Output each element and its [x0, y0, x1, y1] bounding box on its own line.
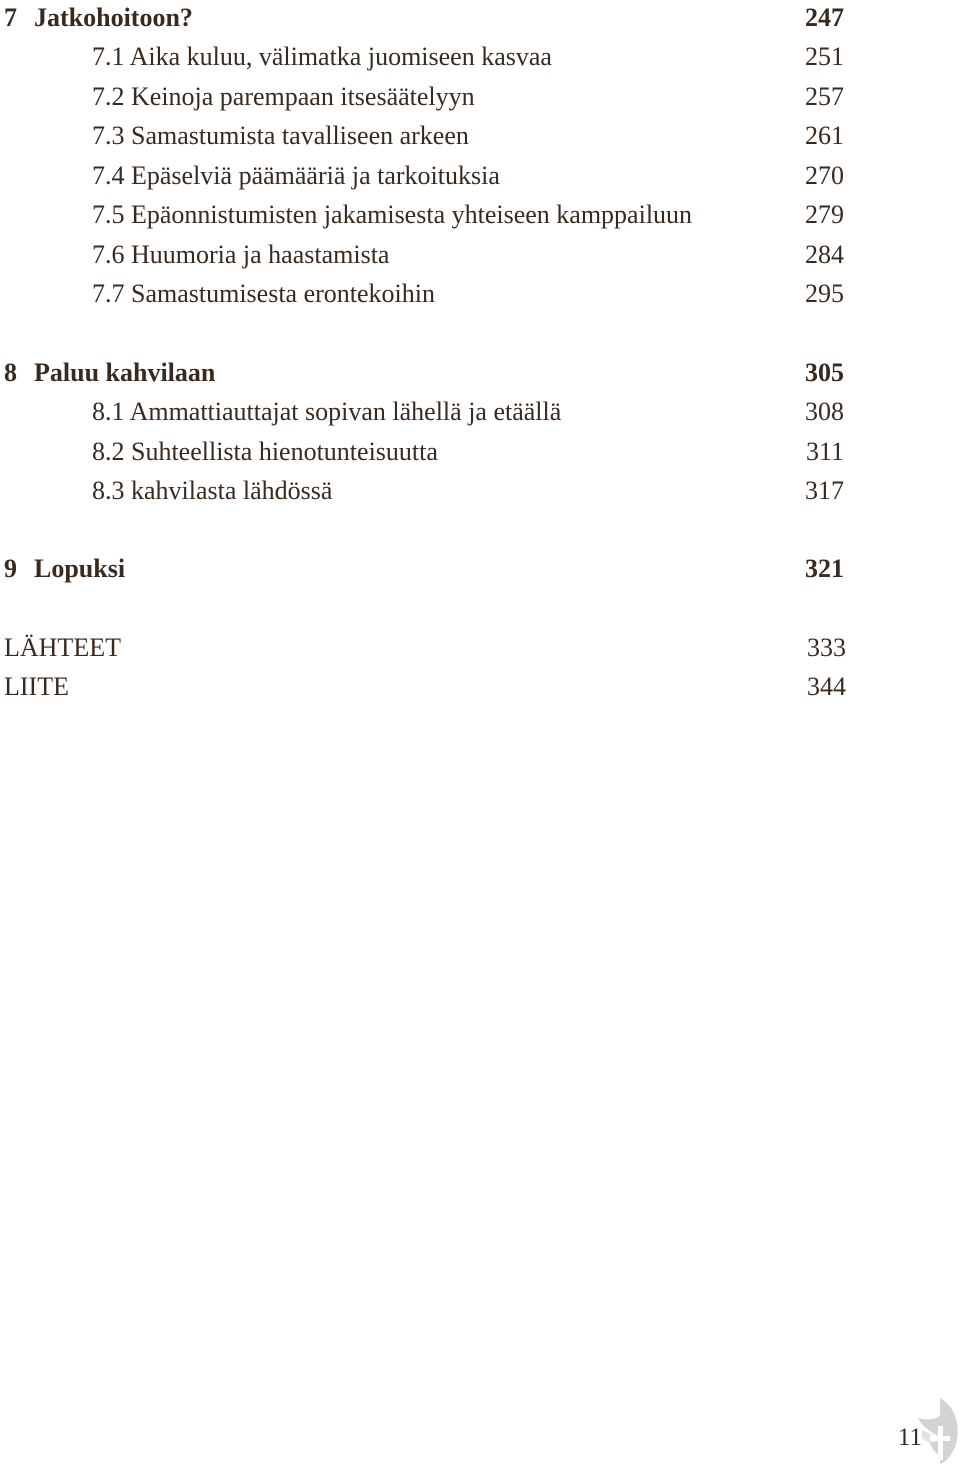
- section-page: 279: [805, 200, 844, 229]
- toc-section-7-6[interactable]: [0, 237, 960, 273]
- chapter-number: 8: [4, 358, 17, 387]
- section-title: 7.5 Epäonnistumisten jakamisesta yhteiseen kamppailuun: [92, 200, 693, 229]
- toc-section-8-1[interactable]: [0, 394, 960, 430]
- section-title: 7.2 Keinoja parempaan itsesäätelyyn: [92, 82, 475, 111]
- appendix-page: 333: [807, 633, 846, 662]
- toc-chapter-7[interactable]: [0, 0, 960, 36]
- section-page: 251: [805, 42, 844, 71]
- section-title: 7.4 Epäselviä päämääriä ja tarkoituksia: [92, 161, 500, 190]
- section-title: 8.1 Ammattiauttajat sopivan lähellä ja etäällä: [92, 397, 562, 426]
- toc-section-7-3[interactable]: [0, 118, 960, 154]
- chapter-title: [4, 355, 215, 391]
- toc-section-7-4[interactable]: [0, 158, 960, 194]
- section-title: 7.3 Samastumista tavalliseen arkeen: [92, 121, 469, 150]
- toc-section-7-2[interactable]: [0, 79, 960, 115]
- chapter-title: [4, 551, 125, 587]
- toc-chapter-9[interactable]: [0, 551, 960, 587]
- section-page: 284: [805, 240, 844, 269]
- chapter-number: 7: [4, 3, 17, 32]
- chapter-page: 247: [805, 3, 844, 32]
- section-page: 311: [805, 437, 844, 466]
- toc-section-7-7[interactable]: [0, 276, 960, 312]
- chapter-page: 305: [805, 358, 844, 387]
- section-page: 270: [805, 161, 844, 190]
- chapter-page: 321: [805, 554, 844, 583]
- chapter-title: [4, 0, 193, 36]
- section-title: 7.6 Huumoria ja haastamista: [92, 240, 390, 269]
- page-footer: [870, 1396, 960, 1466]
- toc-section-7-1[interactable]: [0, 39, 960, 75]
- chapter-label: Jatkohoitoon?: [34, 3, 193, 32]
- dove-logo-icon: [910, 1396, 960, 1466]
- toc-section-8-3[interactable]: [0, 473, 960, 509]
- toc-section-7-5[interactable]: [0, 197, 960, 233]
- appendix-title: LÄHTEET: [4, 633, 121, 662]
- section-page: 257: [805, 82, 844, 111]
- section-title: 7.7 Samastumisesta erontekoihin: [92, 279, 436, 308]
- appendix-page: 344: [807, 672, 846, 701]
- section-title: 8.2 Suhteellista hienotunteisuutta: [92, 437, 438, 466]
- chapter-number: 9: [4, 554, 17, 583]
- section-title: 7.1 Aika kuluu, välimatka juomiseen kasvaa: [92, 42, 552, 71]
- chapter-label: Lopuksi: [34, 554, 126, 583]
- section-page: 261: [805, 121, 844, 150]
- page-number: 11: [897, 1424, 922, 1451]
- toc-appendix-liite[interactable]: [0, 669, 960, 705]
- chapter-label: Paluu kahvilaan: [34, 358, 216, 387]
- section-page: 317: [805, 476, 844, 505]
- toc-section-8-2[interactable]: [0, 434, 960, 470]
- section-page: 295: [805, 279, 844, 308]
- section-page: 308: [805, 397, 844, 426]
- appendix-title: LIITE: [4, 672, 69, 701]
- toc-appendix-lahteet[interactable]: [0, 630, 960, 666]
- section-title: 8.3 kahvilasta lähdössä: [92, 476, 333, 505]
- toc-chapter-8[interactable]: [0, 355, 960, 391]
